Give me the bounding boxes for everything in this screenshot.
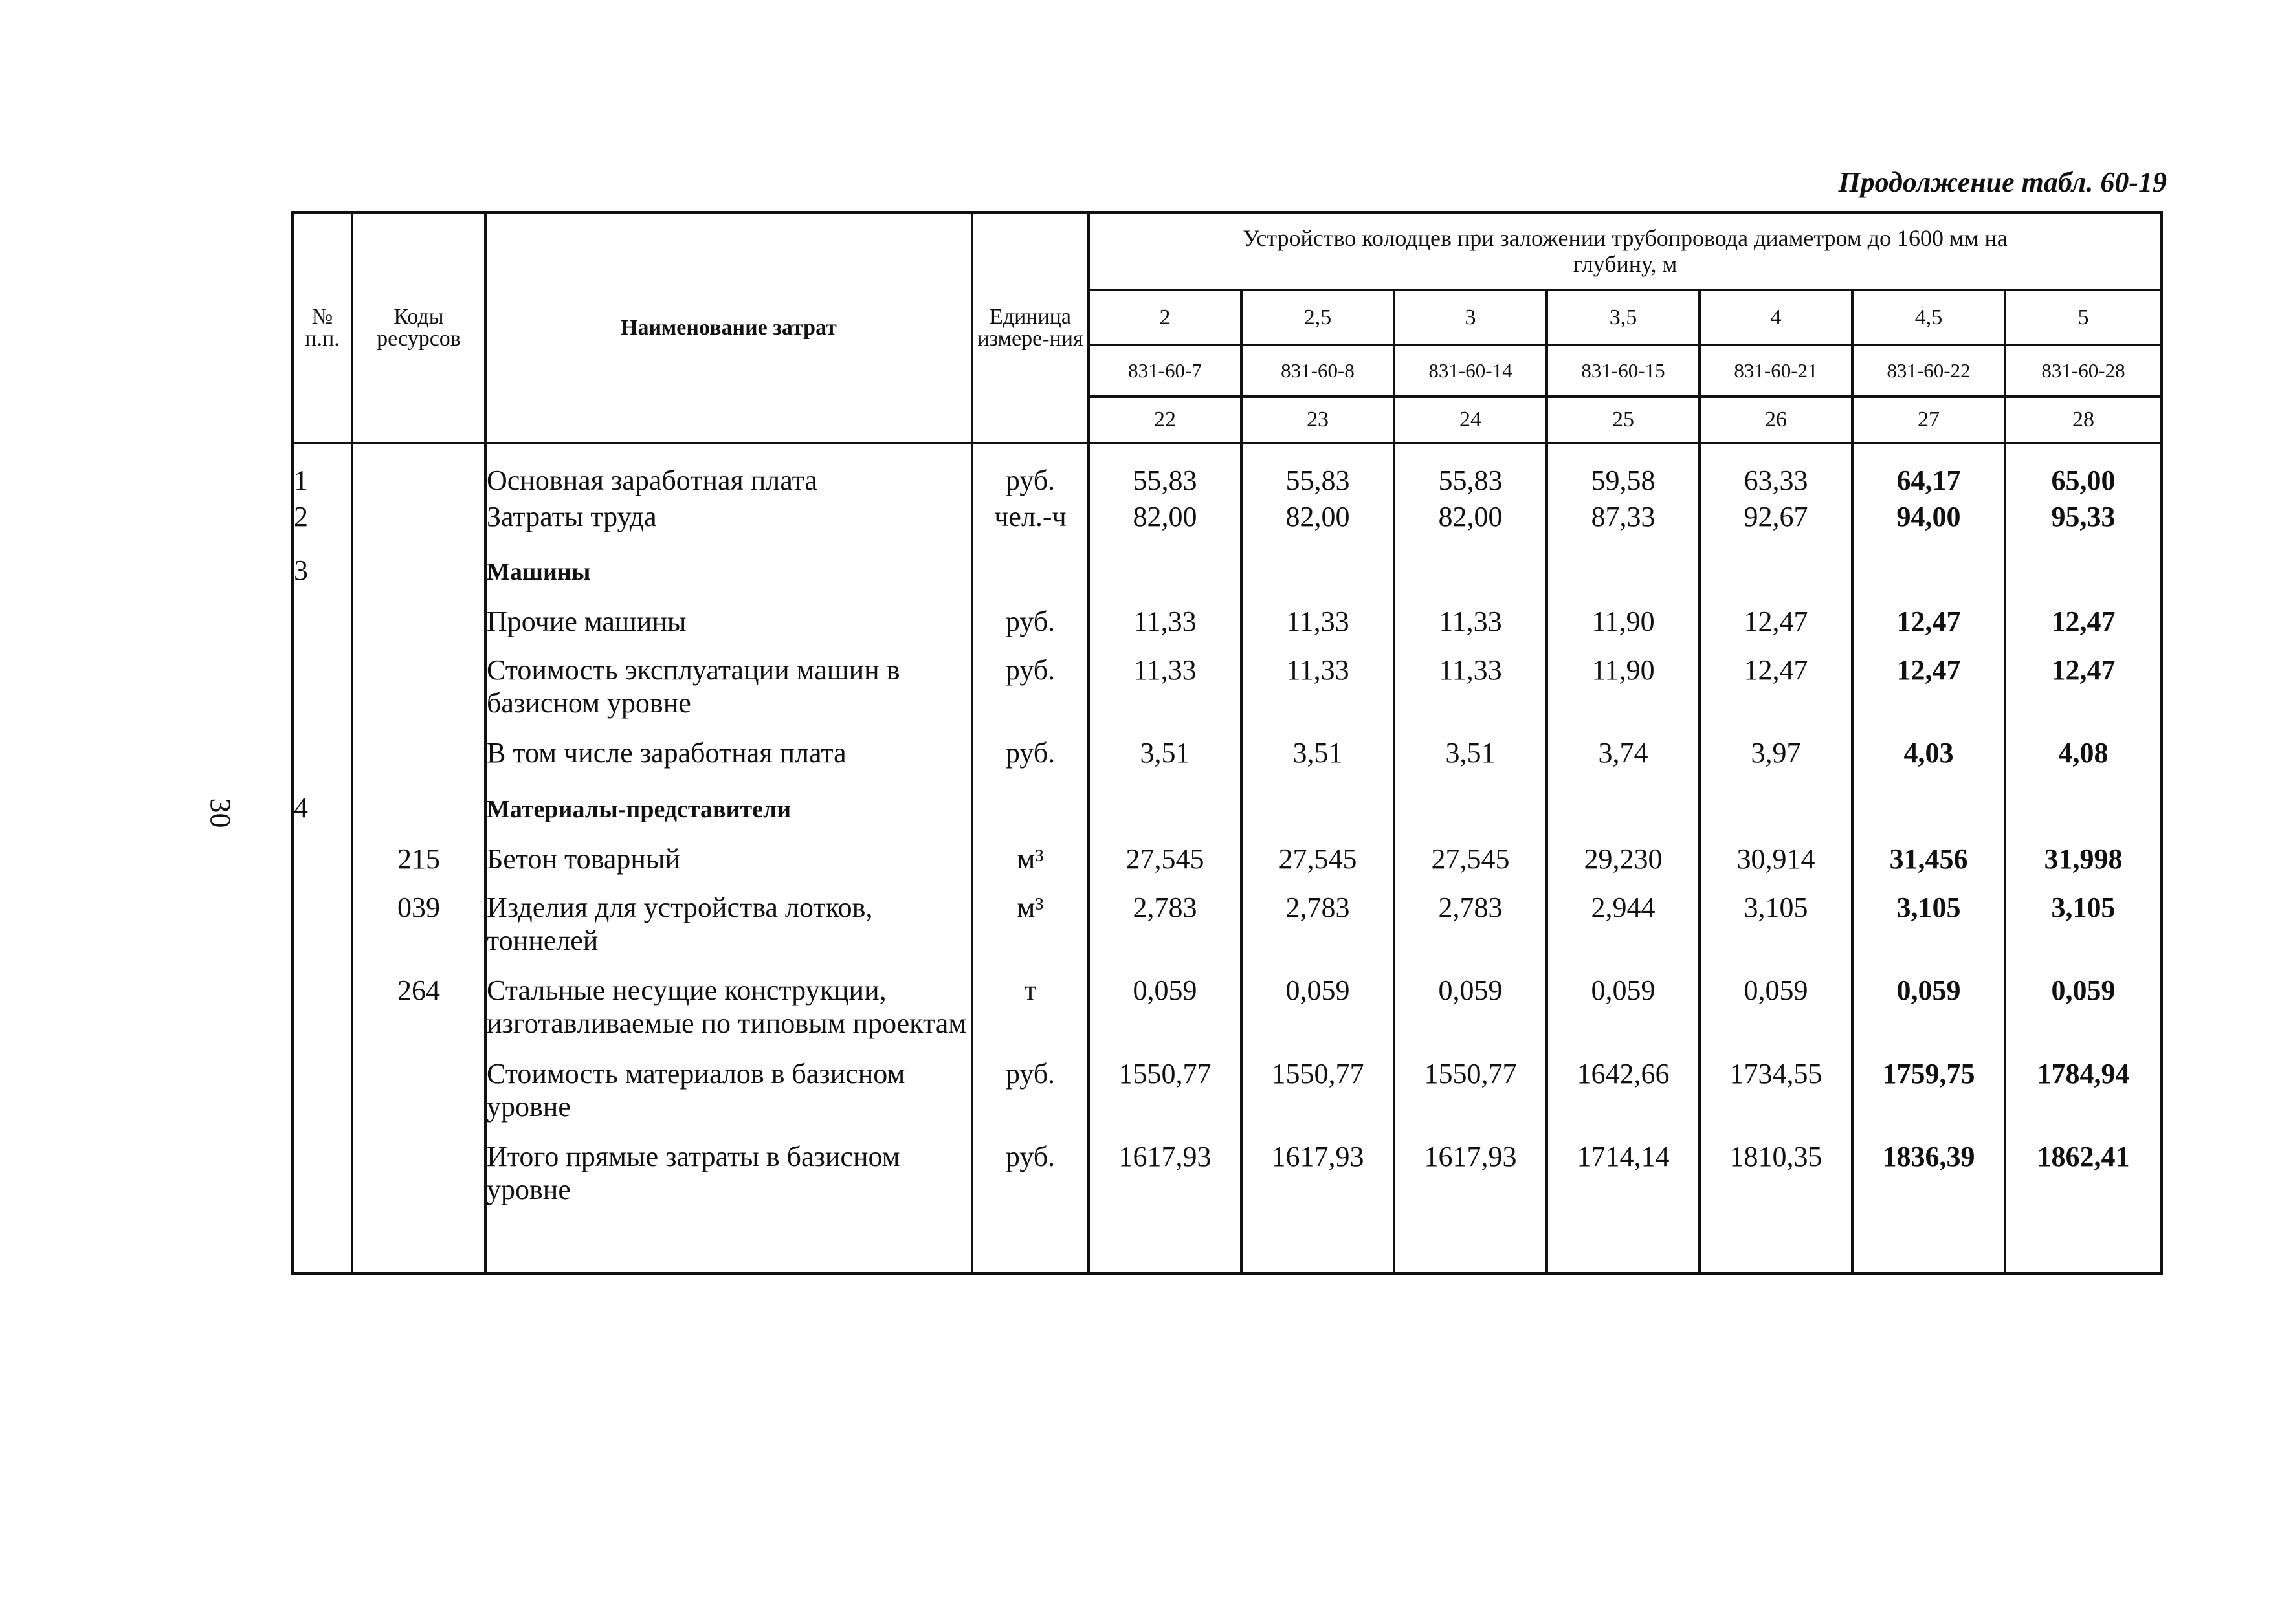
row-unit: т (972, 961, 1089, 1044)
depth-cell: 4 (1700, 290, 1852, 345)
row-value (1241, 772, 1394, 829)
row-value: 31,456 (1852, 829, 2005, 878)
table-row (293, 723, 2162, 772)
table-row (293, 592, 2162, 641)
section-heading (485, 534, 972, 592)
row-num: 1 (293, 443, 352, 500)
table-row (293, 534, 2162, 592)
code-cell: 831-60-7 (1089, 345, 1241, 397)
row-name: Бетон товарный (485, 829, 972, 878)
row-unit: руб. (972, 1044, 1089, 1128)
row-value: 2,783 (1241, 878, 1394, 961)
row-unit: чел.-ч (972, 500, 1089, 535)
depth-cell: 3 (1394, 290, 1547, 345)
row-value (1394, 772, 1547, 829)
row-value: 82,00 (1394, 500, 1547, 535)
row-value (1089, 534, 1241, 592)
depth-cell: 5 (2005, 290, 2162, 345)
row-value (1547, 772, 1700, 829)
row-value: 55,83 (1089, 443, 1241, 500)
row-value: 1617,93 (1241, 1127, 1394, 1273)
row-value: 12,47 (1852, 592, 2005, 641)
row-value: 3,97 (1700, 723, 1852, 772)
header-unit: Единица измере-ния (972, 212, 1089, 443)
row-unit: руб. (972, 641, 1089, 724)
code-cell: 831-60-8 (1241, 345, 1394, 397)
row-value: 0,059 (1089, 961, 1241, 1044)
row-value (1241, 534, 1394, 592)
table-row (293, 1044, 2162, 1128)
row-name: Затраты труда (485, 500, 972, 535)
row-value (1394, 534, 1547, 592)
table-body (293, 443, 2162, 1273)
row-value: 11,33 (1394, 592, 1547, 641)
col-num-cell: 23 (1241, 397, 1394, 443)
row-value: 1810,35 (1700, 1127, 1852, 1273)
col-num-cell: 28 (2005, 397, 2162, 443)
header-name: Наименование затрат (485, 212, 972, 443)
row-value: 1759,75 (1852, 1044, 2005, 1128)
col-num-cell: 25 (1547, 397, 1700, 443)
row-value: 87,33 (1547, 500, 1700, 535)
row-value: 0,059 (1241, 961, 1394, 1044)
row-code (352, 534, 485, 592)
row-code (352, 443, 485, 500)
row-value: 3,105 (2005, 878, 2162, 961)
row-value (1852, 772, 2005, 829)
row-name: Изделия для устройства лотков, тоннелей (485, 878, 972, 961)
row-value: 0,059 (1700, 961, 1852, 1044)
row-code (352, 1044, 485, 1128)
table-row (293, 878, 2162, 961)
code-cell: 831-60-21 (1700, 345, 1852, 397)
cost-table (291, 211, 2163, 1275)
row-name: Стоимость материалов в базисном уровне (485, 1044, 972, 1128)
page-number: 30 (204, 798, 238, 828)
row-code (352, 500, 485, 535)
row-name: Итого прямые затраты в базисном уровне (485, 1127, 972, 1273)
row-value: 0,059 (1852, 961, 2005, 1044)
row-value: 3,105 (1700, 878, 1852, 961)
table-row (293, 500, 2162, 535)
row-value (1852, 534, 2005, 592)
header-group-text: Устройство колодцев при заложении трубопровода диаметром до 1600 мм на глубину, м (1243, 225, 2008, 277)
row-num (293, 1044, 352, 1128)
header-group (1089, 212, 2162, 290)
table-row (293, 443, 2162, 500)
table-row (293, 961, 2162, 1044)
row-num (293, 1127, 352, 1273)
row-value (2005, 772, 2162, 829)
row-value: 1550,77 (1394, 1044, 1547, 1128)
row-value (1700, 534, 1852, 592)
col-num-cell: 22 (1089, 397, 1241, 443)
section-label: Машины (487, 558, 591, 586)
code-cell: 831-60-15 (1547, 345, 1700, 397)
row-value: 63,33 (1700, 443, 1852, 500)
row-code: 039 (352, 878, 485, 961)
row-value: 12,47 (2005, 641, 2162, 724)
row-value: 1784,94 (2005, 1044, 2162, 1128)
row-unit (972, 534, 1089, 592)
row-value: 11,33 (1089, 592, 1241, 641)
row-num (293, 641, 352, 724)
table-row (293, 772, 2162, 829)
row-value (2005, 534, 2162, 592)
row-unit: руб. (972, 443, 1089, 500)
row-value: 11,33 (1241, 641, 1394, 724)
row-code: 215 (352, 829, 485, 878)
row-code (352, 1127, 485, 1273)
row-value: 0,059 (2005, 961, 2162, 1044)
section-heading (485, 772, 972, 829)
row-value: 1862,41 (2005, 1127, 2162, 1273)
code-cell: 831-60-28 (2005, 345, 2162, 397)
row-value: 1550,77 (1089, 1044, 1241, 1128)
row-value: 3,51 (1394, 723, 1547, 772)
row-value: 12,47 (2005, 592, 2162, 641)
depth-cell: 2 (1089, 290, 1241, 345)
row-value: 11,33 (1241, 592, 1394, 641)
row-value: 55,83 (1394, 443, 1547, 500)
row-unit: руб. (972, 723, 1089, 772)
header-num: № п.п. (293, 212, 352, 443)
row-value: 4,03 (1852, 723, 2005, 772)
row-value: 95,33 (2005, 500, 2162, 535)
row-value: 1617,93 (1394, 1127, 1547, 1273)
row-unit: руб. (972, 1127, 1089, 1273)
row-name: Прочие машины (485, 592, 972, 641)
row-code (352, 641, 485, 724)
row-value: 11,90 (1547, 592, 1700, 641)
table-row (293, 1127, 2162, 1273)
depth-cell: 4,5 (1852, 290, 2005, 345)
row-value: 59,58 (1547, 443, 1700, 500)
row-value: 4,08 (2005, 723, 2162, 772)
row-value: 3,105 (1852, 878, 2005, 961)
row-value: 94,00 (1852, 500, 2005, 535)
col-num-cell: 27 (1852, 397, 2005, 443)
row-value: 12,47 (1852, 641, 2005, 724)
row-value: 12,47 (1700, 592, 1852, 641)
row-unit: м³ (972, 829, 1089, 878)
row-value: 3,74 (1547, 723, 1700, 772)
row-num (293, 961, 352, 1044)
depth-cell: 2,5 (1241, 290, 1394, 345)
row-value: 55,83 (1241, 443, 1394, 500)
row-value: 11,90 (1547, 641, 1700, 724)
depth-cell: 3,5 (1547, 290, 1700, 345)
row-num (293, 878, 352, 961)
row-name: Основная заработная плата (485, 443, 972, 500)
row-value: 3,51 (1241, 723, 1394, 772)
row-value: 29,230 (1547, 829, 1700, 878)
row-name: Стальные несущие конструкции, изготавливаемые по типовым проектам (485, 961, 972, 1044)
row-value: 0,059 (1547, 961, 1700, 1044)
row-value (1089, 772, 1241, 829)
row-value: 11,33 (1394, 641, 1547, 724)
col-num-cell: 24 (1394, 397, 1547, 443)
code-cell: 831-60-22 (1852, 345, 2005, 397)
row-num (293, 829, 352, 878)
col-num-cell: 26 (1700, 397, 1852, 443)
row-value: 3,51 (1089, 723, 1241, 772)
row-value: 82,00 (1089, 500, 1241, 535)
row-value: 1836,39 (1852, 1127, 2005, 1273)
row-num (293, 592, 352, 641)
row-value: 0,059 (1394, 961, 1547, 1044)
row-value: 1642,66 (1547, 1044, 1700, 1128)
row-value: 2,944 (1547, 878, 1700, 961)
row-code (352, 592, 485, 641)
row-value (1700, 772, 1852, 829)
row-value: 64,17 (1852, 443, 2005, 500)
row-unit: руб. (972, 592, 1089, 641)
row-value: 2,783 (1394, 878, 1547, 961)
row-code (352, 723, 485, 772)
table-header (293, 212, 2162, 443)
row-value: 82,00 (1241, 500, 1394, 535)
table-row (293, 641, 2162, 724)
row-num: 3 (293, 534, 352, 592)
row-value: 1550,77 (1241, 1044, 1394, 1128)
row-value (1547, 534, 1700, 592)
row-num: 2 (293, 500, 352, 535)
table-caption: Продолжение табл. 60-19 (1838, 166, 2167, 198)
row-value: 65,00 (2005, 443, 2162, 500)
row-value: 27,545 (1394, 829, 1547, 878)
table-row (293, 829, 2162, 878)
row-num (293, 723, 352, 772)
row-code: 264 (352, 961, 485, 1044)
header-codes: Коды ресурсов (352, 212, 485, 443)
row-value: 92,67 (1700, 500, 1852, 535)
row-value: 1617,93 (1089, 1127, 1241, 1273)
row-value: 11,33 (1089, 641, 1241, 724)
code-cell: 831-60-14 (1394, 345, 1547, 397)
row-name: Стоимость эксплуатации машин в базисном уровне (485, 641, 972, 724)
row-value: 1714,14 (1547, 1127, 1700, 1273)
row-value: 27,545 (1241, 829, 1394, 878)
row-unit: м³ (972, 878, 1089, 961)
row-num: 4 (293, 772, 352, 829)
row-code (352, 772, 485, 829)
row-value: 30,914 (1700, 829, 1852, 878)
row-unit (972, 772, 1089, 829)
row-value: 27,545 (1089, 829, 1241, 878)
row-value: 12,47 (1700, 641, 1852, 724)
row-value: 1734,55 (1700, 1044, 1852, 1128)
row-value: 31,998 (2005, 829, 2162, 878)
section-label: Материалы-представители (487, 796, 792, 824)
row-value: 2,783 (1089, 878, 1241, 961)
row-name: В том числе заработная плата (485, 723, 972, 772)
